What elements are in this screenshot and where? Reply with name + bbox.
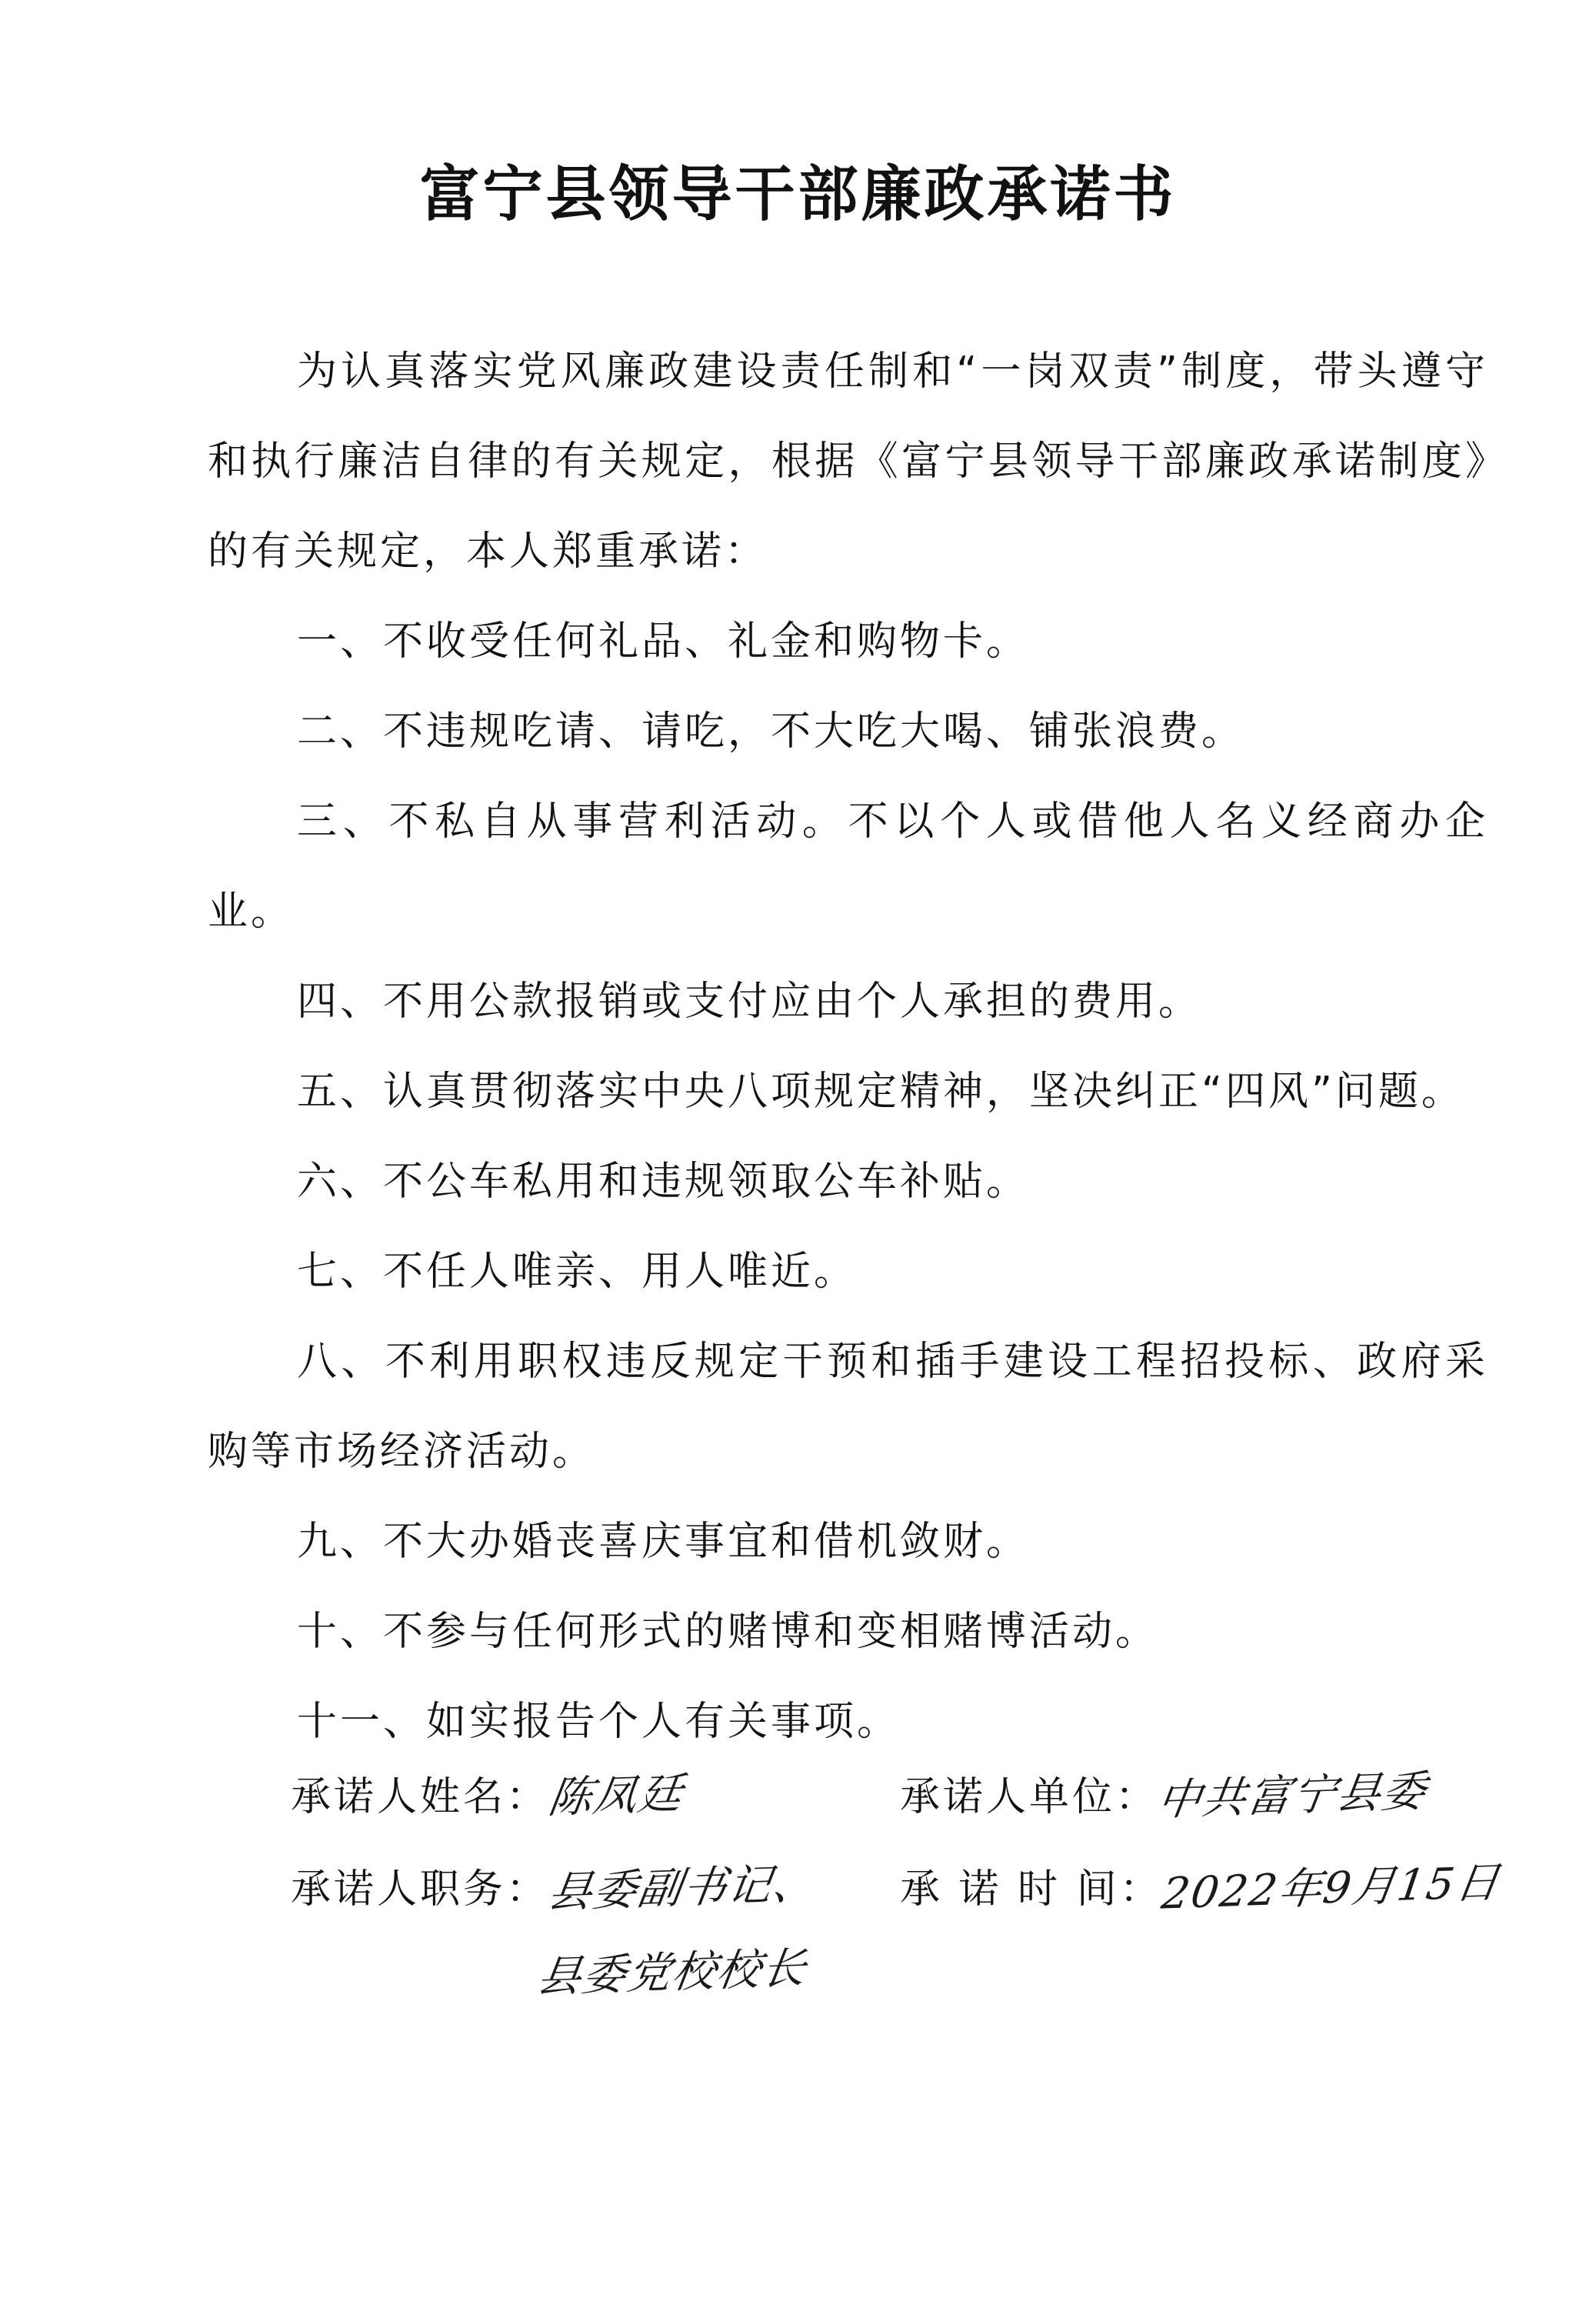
- signing-date-label: 承 诺 时 间：: [900, 1866, 1163, 1913]
- pledge-item-8: 八、不利用职权违反规定干预和插手建设工程招投标、政府采购等市场经济活动。: [208, 1339, 1488, 1475]
- signer-name-label: 承诺人姓名：: [291, 1774, 550, 1820]
- intro-paragraph: 为认真落实党风廉政建设责任制和“一岗双责”制度，带头遵守和执行廉洁自律的有关规定，根据《富宁县领导干部廉政承诺制度》的有关规定，本人郑重承诺：: [208, 349, 1488, 575]
- pledge-item-3: 三、不私自从事营利活动。不以个人或借他人名义经商办企业。: [208, 799, 1488, 935]
- signer-name-handwritten: 陈凤廷: [545, 1768, 688, 1824]
- signer-name-row: [291, 1768, 688, 1824]
- signer-position-row: [291, 1858, 821, 1919]
- pledge-item-5: 五、认真贯彻落实中央八项规定精神，坚决纠正“四风”问题。: [297, 1069, 1464, 1115]
- pledge-item-9: 九、不大办婚丧喜庆事宜和借机敛财。: [297, 1519, 1030, 1565]
- pledge-item-4: 四、不用公款报销或支付应由个人承担的费用。: [297, 979, 1202, 1025]
- pledge-item-10: 十、不参与任何形式的赌博和变相赌博活动。: [297, 1609, 1159, 1655]
- signer-position-label: 承诺人职务：: [291, 1866, 550, 1913]
- signer-unit-row: [900, 1766, 1431, 1826]
- pledge-item-6: 六、不公车私用和违规领取公车补贴。: [297, 1159, 1030, 1205]
- pledge-item-11: 十一、如实报告个人有关事项。: [297, 1699, 901, 1745]
- signing-date-handwritten: 2022年9月15日: [1158, 1857, 1504, 1919]
- signer-position-handwritten-line1: 县委副书记、: [545, 1858, 821, 1919]
- document-body: [208, 327, 1488, 1767]
- signing-date-row: [900, 1857, 1504, 1919]
- pledge-item-7: 七、不任人唯亲、用人唯近。: [297, 1249, 858, 1295]
- document-title: 富宁县领导干部廉政承诺书: [419, 159, 1177, 229]
- signer-unit-handwritten: 中共富宁县委: [1154, 1766, 1431, 1826]
- signer-position-handwritten-line2: 县委党校校长: [534, 1943, 811, 2003]
- signer-unit-label: 承诺人单位：: [900, 1774, 1159, 1820]
- pledge-item-1: 一、不收受任何礼品、礼金和购物卡。: [297, 619, 1030, 665]
- pledge-item-2: 二、不违规吃请、请吃，不大吃大喝、铺张浪费。: [297, 709, 1245, 755]
